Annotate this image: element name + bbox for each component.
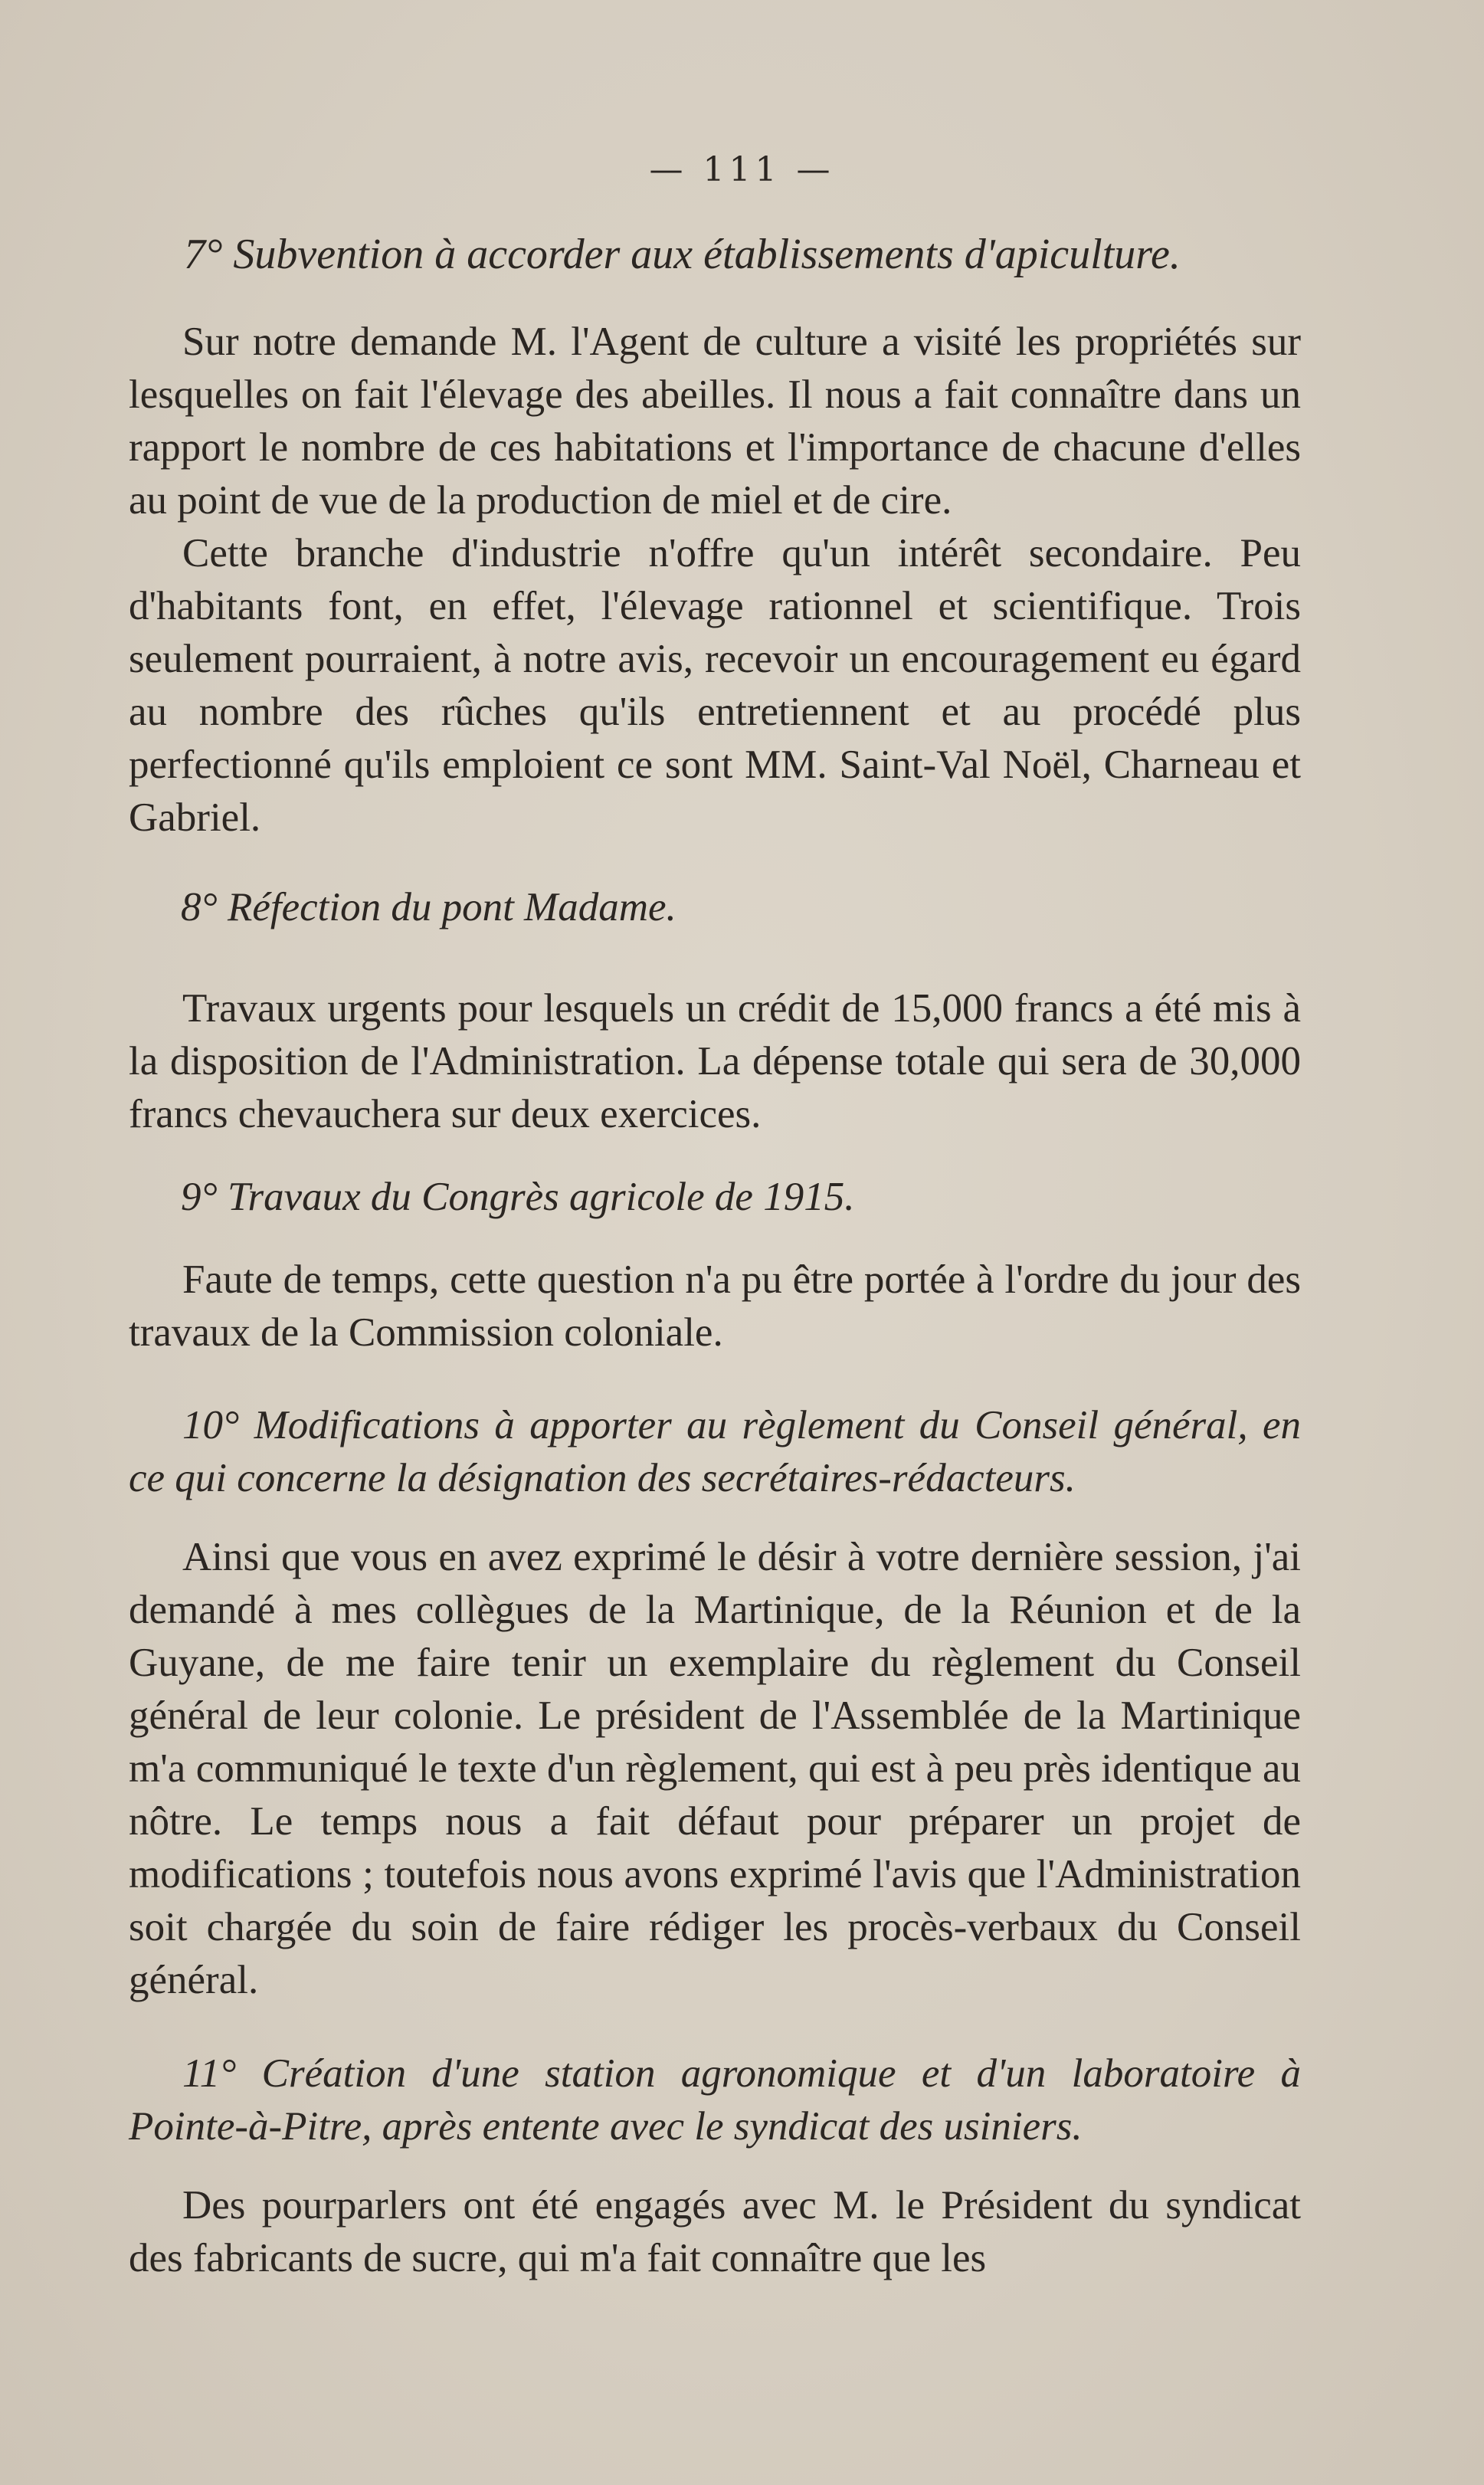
section-9-paragraph: Faute de temps, cette question n'a pu être portée à l'ordre du jour des travaux de la Commission coloniale. xyxy=(129,1257,1301,1355)
section-8-heading: 8° Réfection du pont Madame. xyxy=(181,885,676,929)
section-11-body xyxy=(129,2179,1301,2285)
section-11-heading-text: 11° Création d'une station agronomique et d'un laboratoire à Pointe-à-Pitre, après entente avec le syndicat des usiniers. xyxy=(129,2051,1301,2149)
section-10-heading xyxy=(129,1399,1301,1505)
section-7-heading: 7° Subvention à accorder aux établissements d'apiculture. xyxy=(184,231,1181,278)
section-8-body xyxy=(129,982,1301,1141)
page-number: — 111 — xyxy=(649,150,835,189)
section-11-paragraph: Des pourparlers ont été engagés avec M. le Président du syndicat des fabricants de sucre, qui m'a fait connaître que les xyxy=(129,2183,1301,2280)
section-9-heading: 9° Travaux du Congrès agricole de 1915. xyxy=(181,1175,855,1219)
section-10-body xyxy=(129,1531,1301,2007)
section-7-paragraph-1: Sur notre demande M. l'Agent de culture a visité les propriétés sur lesquelles on fait l'élevage des abeilles. Il nous a fait connaître dans un rapport le nombre de ces habitations et l'importance de chacune d'elles au point de vue de la production de miel et de cire. xyxy=(129,320,1301,523)
section-10-heading-text: 10° Modifications à apporter au règlement du Conseil général, en ce qui concerne la désignation des secrétaires-rédacteurs. xyxy=(129,1403,1301,1500)
section-8-paragraph: Travaux urgents pour lesquels un crédit de 15,000 francs a été mis à la disposition de l'Administration. La dépense totale qui sera de 30,000 francs chevauchera sur deux exercices. xyxy=(129,986,1301,1136)
section-9-body xyxy=(129,1254,1301,1359)
section-10-paragraph: Ainsi que vous en avez exprimé le désir à votre dernière session, j'ai demandé à mes collègues de la Martinique, de la Réunion et de la Guyane, de me faire tenir un exemplaire du règlement du Conseil général de leur colonie. Le président de l'Assemblée de la Martinique m'a communiqué le texte d'un règlement, qui est à peu près identique au nôtre. Le temps nous a fait défaut pour préparer un projet de modifications ; toutefois nous avons exprimé l'avis que l'Administration soit chargée du soin de faire rédiger les procès-verbaux du Conseil général. xyxy=(129,1535,1301,2002)
section-11-heading xyxy=(129,2047,1301,2153)
section-7-body xyxy=(129,316,1301,844)
section-7-paragraph-2: Cette branche d'industrie n'offre qu'un intérêt secondaire. Peu d'habitants font, en effet, l'élevage rationnel et scientifique. Trois seulement pourraient, à notre avis, recevoir un encouragement eu égard au nombre des rûches qu'ils entretiennent et au procédé plus perfectionné qu'ils emploient ce sont MM. Saint-Val Noël, Charneau et Gabriel. xyxy=(129,531,1301,840)
